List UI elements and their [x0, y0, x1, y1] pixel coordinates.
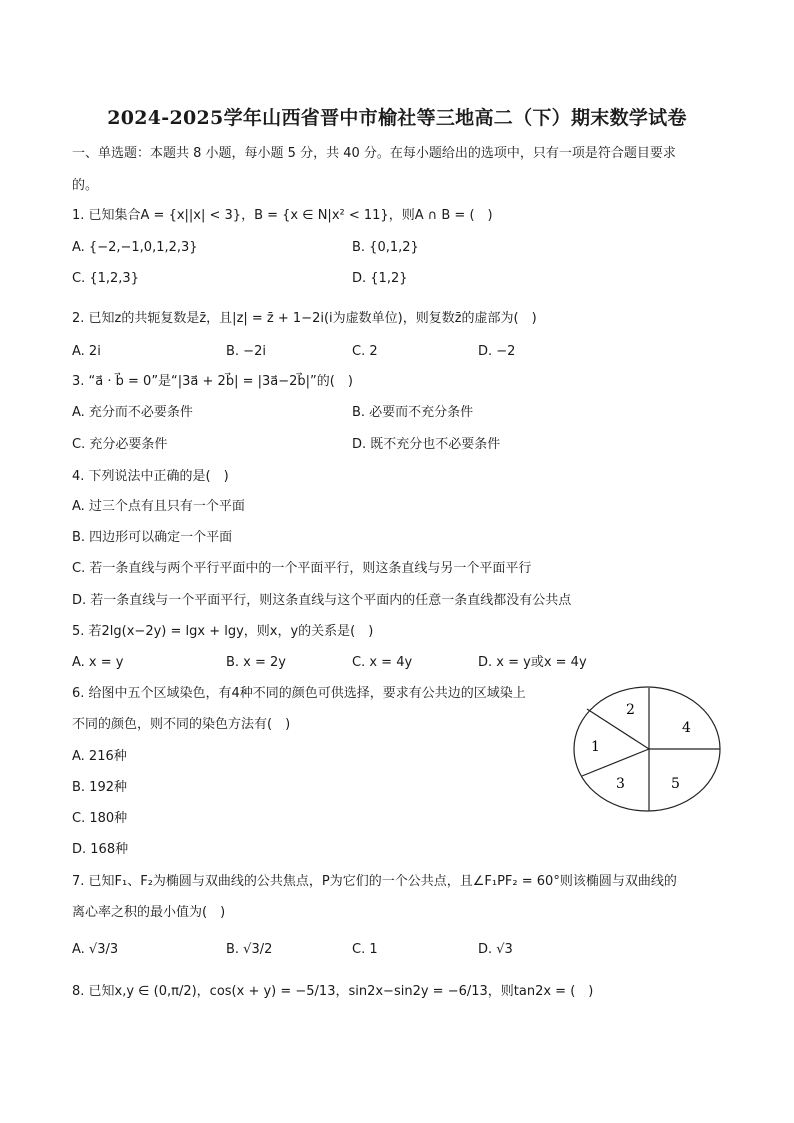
- question-3-option-a: A. 充分而不必要条件: [72, 405, 193, 420]
- question-4-option-b: B. 四边形可以确定一个平面: [72, 530, 233, 545]
- question-1-option-b: B. {0,1,2}: [352, 240, 419, 255]
- question-7-option-a: A. √3/3: [72, 942, 119, 957]
- question-5-stem: 5. 若2lg(x−2y) = lgx + lgy，则x，y的关系是( ): [72, 624, 374, 639]
- question-7-stem-line2: 离心率之积的最小值为( ): [72, 905, 226, 920]
- region-label-4: 4: [682, 720, 691, 736]
- question-2-option-c: C. 2: [352, 344, 378, 359]
- question-4-option-a: A. 过三个点有且只有一个平面: [72, 499, 245, 514]
- question-5-option-b: B. x = 2y: [226, 655, 286, 670]
- question-1-option-d: D. {1,2}: [352, 271, 408, 286]
- exam-title: 2024-2025学年山西省晋中市榆社等三地高二（下）期末数学试卷: [107, 107, 687, 129]
- region-label-5: 5: [671, 776, 680, 792]
- question-2-stem: 2. 已知z的共轭复数是z̄，且|z| = z̄ + 1−2i(i为虚数单位)，则复数z̄的虚部为( ): [72, 311, 537, 326]
- question-6-option-d: D. 168种: [72, 842, 129, 857]
- question-4-option-d: D. 若一条直线与一个平面平行，则这条直线与这个平面内的任意一条直线都没有公共点: [72, 593, 572, 608]
- coloring-regions-figure: [571, 684, 723, 814]
- question-7-option-d: D. √3: [478, 942, 513, 957]
- region-label-2: 2: [626, 702, 635, 718]
- question-4-option-c: C. 若一条直线与两个平行平面中的一个平面平行，则这条直线与另一个平面平行: [72, 561, 532, 576]
- question-5-option-d: D. x = y或x = 4y: [478, 655, 587, 670]
- question-6-option-a: A. 216种: [72, 749, 127, 764]
- question-3-option-d: D. 既不充分也不必要条件: [352, 437, 501, 452]
- question-3-option-c: C. 充分必要条件: [72, 437, 168, 452]
- section-header-line2: 的。: [72, 178, 99, 193]
- question-2-option-d: D. −2: [478, 344, 516, 359]
- question-4-stem: 4. 下列说法中正确的是( ): [72, 469, 229, 484]
- question-7-option-c: C. 1: [352, 942, 378, 957]
- question-6-option-b: B. 192种: [72, 780, 127, 795]
- question-6-stem-line2: 不同的颜色，则不同的染色方法有( ): [72, 717, 291, 732]
- question-6-stem-line1: 6. 给图中五个区域染色，有4种不同的颜色可供选择，要求有公共边的区域染上: [72, 686, 526, 701]
- question-8-stem: 8. 已知x,y ∈ (0,π/2)，cos(x + y) = −5/13，sin2x−sin2y = −6/13，则tan2x = ( ): [72, 984, 594, 999]
- question-3-stem: 3. “a⃗ · b⃗ = 0”是“|3a⃗ + 2b⃗| = |3a⃗−2b⃗|”的( ): [72, 374, 353, 389]
- question-5-option-c: C. x = 4y: [352, 655, 413, 670]
- question-6-option-c: C. 180种: [72, 811, 128, 826]
- question-1-option-a: A. {−2,−1,0,1,2,3}: [72, 240, 198, 255]
- question-2-option-a: A. 2i: [72, 344, 101, 359]
- section-header-line1: 一、单选题：本题共 8 小题，每小题 5 分，共 40 分。在每小题给出的选项中，只有一项是符合题目要求: [72, 146, 676, 161]
- question-7-stem-line1: 7. 已知F₁、F₂为椭圆与双曲线的公共焦点，P为它们的一个公共点，且∠F₁PF₂ = 60°则该椭圆与双曲线的: [72, 874, 677, 889]
- question-7-option-b: B. √3/2: [226, 942, 273, 957]
- question-1-option-c: C. {1,2,3}: [72, 271, 139, 286]
- ellipse-diagram: [571, 684, 723, 814]
- question-3-option-b: B. 必要而不充分条件: [352, 405, 474, 420]
- question-2-option-b: B. −2i: [226, 344, 266, 359]
- region-label-1: 1: [591, 739, 600, 755]
- question-5-option-a: A. x = y: [72, 655, 124, 670]
- question-1-stem: 1. 已知集合A = {x||x| < 3}，B = {x ∈ N|x² < 11}，则A ∩ B = ( ): [72, 208, 493, 223]
- region-label-3: 3: [616, 776, 625, 792]
